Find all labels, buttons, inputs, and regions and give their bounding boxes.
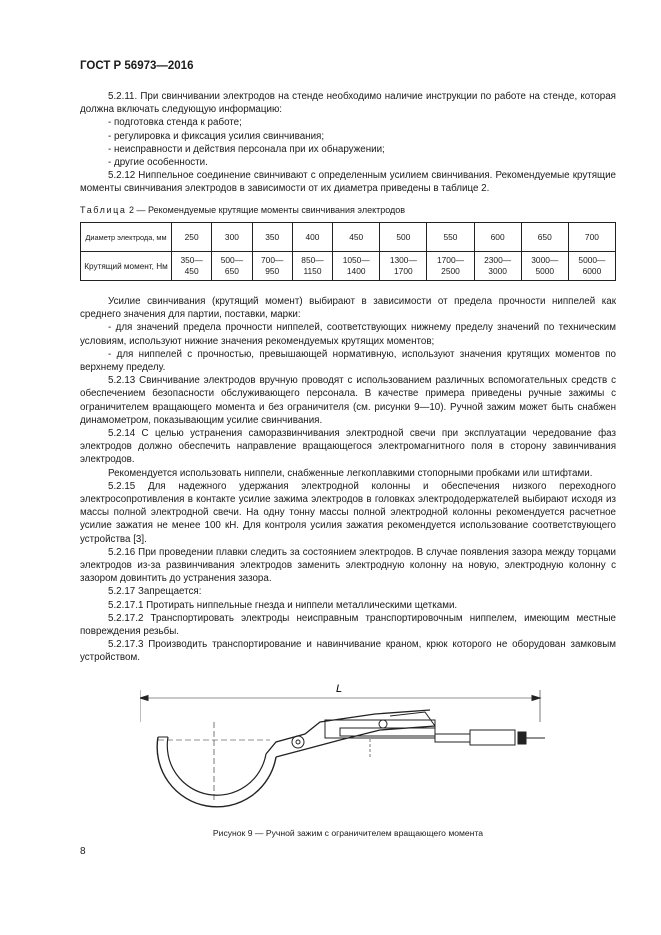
torque-max: 3000	[488, 266, 507, 276]
table-caption	[80, 205, 405, 215]
torque-min: 1700—	[436, 255, 464, 265]
figure-caption: Рисунок 9 — Ручной зажим с ограничителем вращающего момента	[212, 828, 484, 838]
torque-min: 5000—	[578, 255, 606, 265]
table-cell-diameter: 500	[380, 223, 427, 252]
text-block-lower	[80, 295, 616, 665]
table-caption-title: 2 — Рекомендуемые крутящие моменты свинчивания электродов	[126, 205, 406, 215]
table-cell-torque	[252, 252, 292, 281]
paragraph: 5.2.15 Для надежного удержания электродной колонны и обеспечения низкого переходного электросопротивления в контакте усилие зажима электродов в головках электрододержателей выбирают исходя из массы полной электродной свечи. На одну тонну массы полной электродной колонны рекомендуется расчетное усилие зажатия не менее 100 кН. Для контроля усилия зажатия рекомендуется использование соответствующего устройства [3].	[80, 480, 616, 545]
paragraph: - для ниппелей с прочностью, превышающей нормативную, используют значения крутящих моментов по верхнему пределу.	[80, 348, 616, 374]
table-cell-torque	[380, 252, 427, 281]
paragraph: Усилие свинчивания (крутящий момент) выбирают в зависимости от предела прочности ниппелей как среднего значения для партии, поставки, марки:	[80, 296, 616, 321]
torque-table	[80, 222, 616, 281]
text-block-upper	[80, 90, 616, 196]
paragraph: 5.2.16 При проведении плавки следить за состоянием электродов. В случае появления зазора между торцами электродов из-за развинчивания электродов заменить электродную колонну на новую, электродную колонну с зазором довинтить до устранения зазора.	[80, 546, 616, 585]
table-cell-torque	[172, 252, 212, 281]
torque-min: 2300—	[484, 255, 512, 265]
paragraph: 5.2.17 Запрещается:	[108, 586, 202, 598]
table-cell-torque	[568, 252, 615, 281]
dimension-label-l: L	[336, 683, 343, 695]
paragraph: 5.2.17.1 Протирать ниппельные гнезда и ниппели металлическими щетками.	[108, 599, 458, 611]
torque-max: 1150	[303, 266, 322, 276]
document-header: ГОСТ Р 56973—2016	[80, 60, 194, 72]
torque-max: 2500	[441, 266, 460, 276]
torque-max: 5000	[535, 266, 555, 276]
table-caption-word: Таблица	[80, 205, 127, 215]
table-cell-diameter: 300	[212, 223, 252, 252]
torque-min: 1050—	[342, 255, 370, 265]
table-cell-torque	[212, 252, 252, 281]
table-cell-diameter: 450	[333, 223, 380, 252]
table-cell-torque	[333, 252, 380, 281]
page-number: 8	[80, 846, 86, 857]
paragraph: - подготовка стенда к работе;	[108, 117, 242, 129]
torque-max: 1400	[346, 266, 366, 276]
table-cell-torque	[521, 252, 568, 281]
torque-max: 6000	[582, 266, 602, 276]
table-header-diameter: Диаметр электрода, мм	[81, 223, 172, 252]
torque-min: 850—	[301, 255, 324, 265]
paragraph: - регулировка и фиксация усилия свинчивания;	[108, 130, 325, 142]
paragraph: 5.2.14 С целью устранения саморазвинчивания электродной свечи при эксплуатации чередование фаз электродов должно обеспечить направление вращающегося электромагнитного поля в сторону завинчивания электродов.	[80, 428, 616, 466]
table-cell-torque	[474, 252, 521, 281]
paragraph: 5.2.12 Ниппельное соединение свинчивают с определенным усилием свинчивания. Рекомендуемые крутящие моменты свинчивания электродов в зависимости от их диаметра приведены в таблице 2.	[80, 170, 616, 195]
torque-min: 1300—	[389, 255, 417, 265]
paragraph: - другие особенности.	[108, 157, 208, 169]
table-row-torque	[81, 252, 616, 281]
table-cell-diameter: 550	[427, 223, 474, 252]
paragraph: - для значений предела прочности ниппелей, соответствующих нижнему пределу значений по техническим условиям, используют нижние значения рекомендуемых крутящих моментов;	[80, 322, 616, 347]
paragraph: 5.2.17.2 Транспортировать электроды неисправным транспортировочным ниппелем, имеющим местные повреждения резьбы.	[80, 612, 616, 638]
table-cell-torque	[292, 252, 332, 281]
table-row-diameter	[81, 223, 616, 252]
table-cell-diameter: 650	[521, 223, 568, 252]
torque-min: 3000—	[531, 255, 559, 265]
table-cell-diameter: 700	[568, 223, 615, 252]
paragraph: Рекомендуется использовать ниппели, снабженные легкоплавкими стопорными пробками или штифтами.	[108, 467, 593, 479]
table-cell-diameter: 250	[172, 223, 212, 252]
torque-min: 700—	[261, 255, 284, 265]
torque-max: 1700	[394, 266, 413, 276]
table-cell-diameter: 400	[292, 223, 332, 252]
table-cell-torque	[427, 252, 474, 281]
paragraph: 5.2.17.3 Производить транспортирование и навинчивание краном, крюк которого не оборудован замковым устройством.	[80, 639, 616, 664]
table-cell-diameter: 350	[252, 223, 292, 252]
torque-max: 450	[184, 266, 199, 276]
figure-hand-clamp	[140, 682, 550, 817]
paragraph: 5.2.11. При свинчивании электродов на стенде необходимо наличие инструкции по работе на стенде, которая должна включать следующую информацию:	[80, 91, 616, 116]
paragraph: 5.2.13 Свинчивание электродов вручную проводят с использованием различных вспомогательных средств с обеспечением безопасности обслуживающего персонала. В качестве примера приведены ручные зажимы с ограничителем вращающего момента и без ограничителя (см. рисунки 9—10). Ручной зажим может быть снабжен динамометром, показывающим усилие свинчивания.	[80, 375, 616, 426]
table-cell-diameter: 600	[474, 223, 521, 252]
torque-max: 950	[265, 266, 280, 276]
torque-min: 350—	[180, 255, 203, 265]
table-header-torque: Крутящий момент, Нм	[81, 252, 172, 281]
hand-clamp-drawing	[140, 682, 550, 812]
torque-min: 500—	[220, 255, 244, 265]
paragraph: - неисправности и действия персонала при их обнаружении;	[108, 143, 385, 155]
torque-max: 650	[224, 266, 239, 276]
